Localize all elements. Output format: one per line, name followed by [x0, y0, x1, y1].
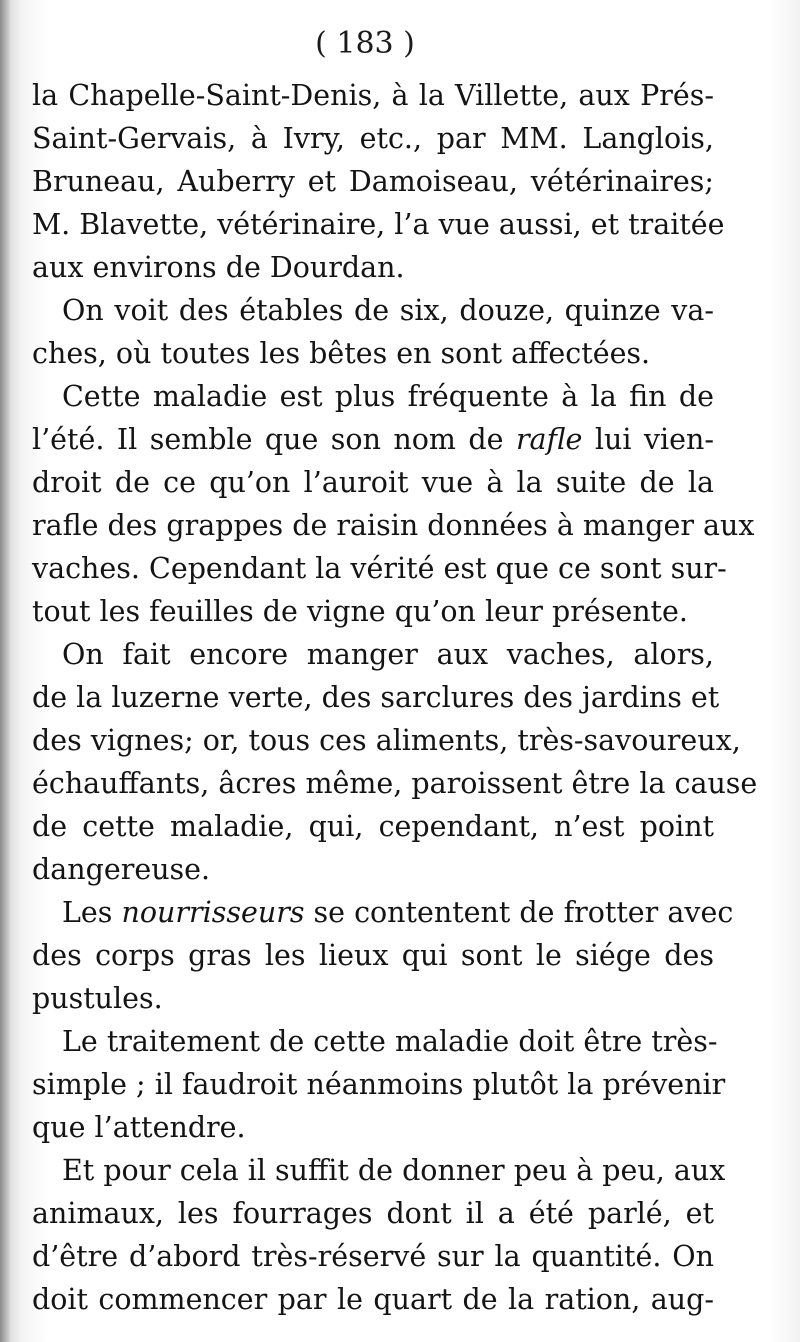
text-line: rafle des grappes de raisin données à manger aux [32, 509, 755, 542]
text-line: l’été. Il semble que son nom de rafle lui vien- [32, 423, 714, 456]
text-line: ches, où toutes les bêtes en sont affectées. [32, 337, 651, 370]
text-line: d’être d’abord très-réservé sur la quantité. On [32, 1240, 714, 1273]
text-line: la Chapelle-Saint-Denis, à la Villette, aux Prés- [32, 79, 714, 112]
text-line: Et pour cela il suffit de donner peu à peu, aux [62, 1154, 726, 1187]
italic-term: rafle [515, 423, 583, 456]
text-line: Bruneau, Auberry et Damoiseau, vétérinaires; [32, 165, 714, 198]
text-line: Le traitement de cette maladie doit être très- [62, 1025, 718, 1058]
text-line: que l’attendre. [32, 1111, 246, 1144]
text-line: On voit des étables de six, douze, quinze va- [62, 294, 714, 327]
text-line: Saint-Gervais, à Ivry, etc., par MM. Langlois, [32, 122, 714, 155]
italic-term: nourrisseurs [121, 896, 305, 929]
text-line: Les nourrisseurs se contentent de frotter avec [62, 896, 734, 929]
page-number: ( 183 ) [315, 26, 415, 61]
text-line: M. Blavette, vétérinaire, l’a vue aussi, et traitée [32, 208, 725, 241]
page-gutter [0, 0, 10, 1342]
text-line: des corps gras les lieux qui sont le siége des [32, 939, 714, 972]
text-line: doit commencer par le quart de la ration, aug- [32, 1283, 714, 1316]
text-line: animaux, les fourrages dont il a été parlé, et [32, 1197, 714, 1230]
text-line: tout les feuilles de vigne qu’on leur présente. [32, 595, 688, 628]
text-line: simple ; il faudroit néanmoins plutôt la prévenir [32, 1068, 726, 1101]
text-line: de cette maladie, qui, cependant, n’est point [32, 810, 714, 843]
text-line: des vignes; or, tous ces aliments, très-savoureux, [32, 724, 741, 757]
text-line: dangereuse. [32, 853, 211, 886]
text-line: échauffants, âcres même, paroissent être la cause [32, 767, 758, 800]
text-line: pustules. [32, 982, 163, 1015]
text-line: de la luzerne verte, des sarclures des jardins et [32, 681, 720, 714]
text-line: droit de ce qu’on l’auroit vue à la suite de la [32, 466, 714, 499]
body-text [32, 74, 758, 1321]
text-line: On fait encore manger aux vaches, alors, [62, 638, 714, 671]
text-line: Cette maladie est plus fréquente à la fin de [62, 380, 714, 413]
text-line: vaches. Cependant la vérité est que ce sont sur- [32, 552, 727, 585]
text-line: aux environs de Dourdan. [32, 251, 405, 284]
